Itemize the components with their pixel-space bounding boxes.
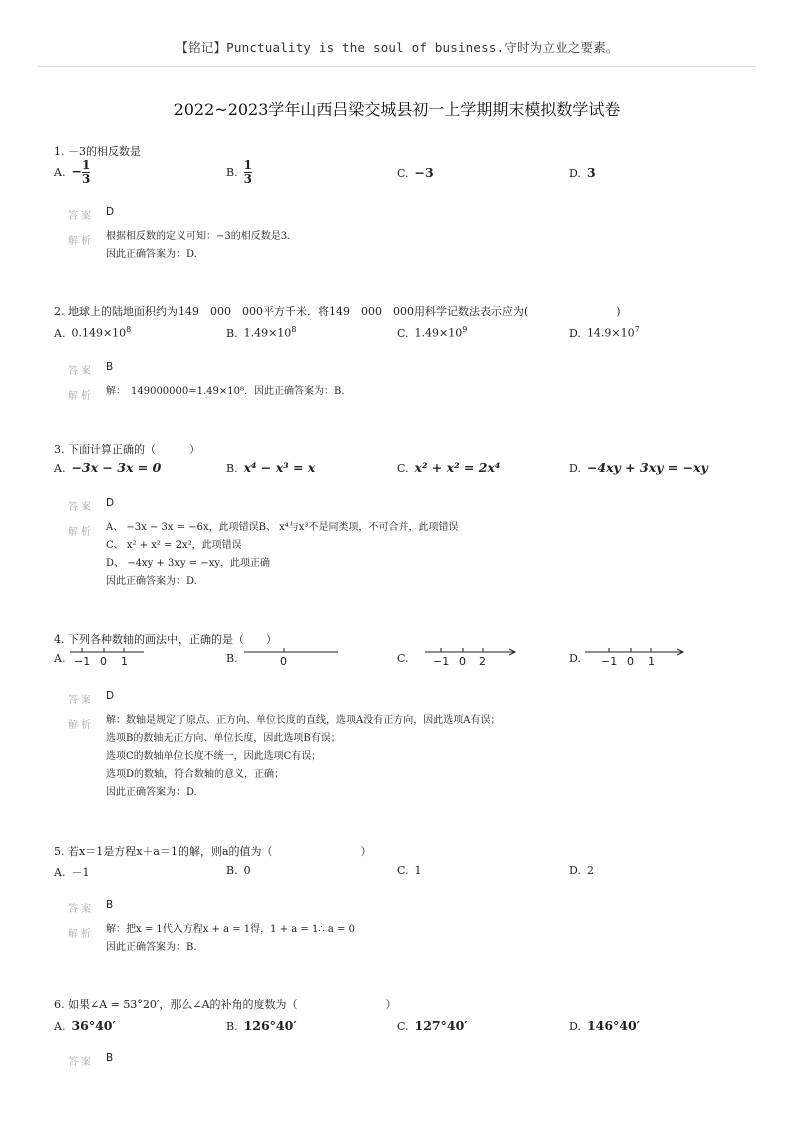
option-b[interactable]: B. $1.49\times 10^8$ — [226, 325, 297, 340]
options — [54, 1018, 754, 1052]
answer-tag: 答案 — [68, 695, 94, 706]
option-d[interactable]: D. 2 — [569, 864, 594, 877]
answer-tag: 答案 — [68, 1057, 94, 1068]
question-stem: 2. 地球上的陆地面积约为149 000 000平方千米．将149 000 000用科学记数法表示应为( ) — [54, 305, 621, 318]
explanation: 解：把x = 1代入方程x + a = 1得，1 + a = 1∴ a = 0 因此正确答案为：B. — [106, 924, 355, 953]
answer-value: D — [106, 497, 115, 509]
tick-label: 0 — [459, 655, 466, 668]
number-line — [242, 646, 342, 670]
tick-label: 0 — [100, 655, 107, 668]
option-d[interactable]: D. 3 — [569, 165, 596, 180]
option-a[interactable]: A. －1 — [54, 866, 90, 879]
tick-label: −1 — [601, 655, 618, 668]
number-line — [68, 646, 148, 670]
option-c[interactable]: C. −1 0 2 — [397, 652, 415, 665]
option-b[interactable]: B. 0 — [226, 652, 244, 665]
question-stem: 3. 下面计算正确的（ ） — [54, 443, 200, 456]
answer-tag: 答案 — [68, 366, 94, 377]
tick-label: 1 — [648, 655, 655, 668]
explanation: 解： 149000000=1.49×10⁸．因此正确答案为：B. — [106, 386, 345, 397]
option-a[interactable]: A. −3x − 3x = 0 — [54, 460, 162, 475]
option-b[interactable]: B. $\frac{1}{3}$ — [226, 158, 252, 186]
tick-label: 2 — [479, 655, 486, 668]
question-stem: 5. 若x＝1是方程x＋a＝1的解，则a的值为（ ） — [54, 845, 372, 858]
option-a[interactable]: A. $0.149\times 10^8$ — [54, 325, 132, 340]
option-a[interactable]: A. 36°40′ — [54, 1018, 116, 1033]
answer-tag: 答案 — [68, 502, 94, 513]
answer-value: B — [106, 361, 114, 373]
header-divider — [38, 66, 756, 67]
option-d[interactable]: D. −1 0 1 — [569, 652, 587, 665]
option-c[interactable]: C. $1.49\times 10^9$ — [397, 325, 468, 340]
number-line — [583, 646, 689, 670]
option-c[interactable]: C. 127°40′ — [397, 1018, 468, 1033]
answer-tag: 答案 — [68, 211, 94, 222]
options — [54, 864, 754, 898]
option-a[interactable]: A. − $\frac{1}{3}$ — [54, 158, 91, 186]
tick-label: −1 — [74, 655, 91, 668]
number-line — [411, 646, 521, 670]
analysis-tag: 解析 — [68, 391, 94, 402]
option-b[interactable]: B. 126°40′ — [226, 1018, 297, 1033]
tick-label: −1 — [433, 655, 450, 668]
explanation: A、 −3x − 3x = −6x，此项错误B、 x⁴与x³不是同类项，不可合并，此项错误 C、 x² + x² = 2x²，此项错误 D、 −4xy + 3xy = −xy，此项正确 因此正确答案为：D. — [106, 522, 459, 587]
page-title: 2022~2023学年山西吕梁交城县初一上学期期末模拟数学试卷 — [173, 100, 621, 119]
page-motto: 【铭记】Punctuality is the soul of business.守时为立业之要素。 — [175, 40, 619, 55]
options — [54, 460, 754, 494]
analysis-tag: 解析 — [68, 236, 94, 247]
tick-label: 0 — [280, 655, 287, 668]
analysis-tag: 解析 — [68, 720, 94, 731]
answer-value: B — [106, 1052, 114, 1064]
answer-value: B — [106, 899, 114, 911]
option-d[interactable]: D. $14.9\times 10^7$ — [569, 325, 640, 340]
option-d[interactable]: D. 146°40′ — [569, 1018, 640, 1033]
option-d[interactable]: D. −4xy + 3xy = −xy — [569, 460, 708, 475]
explanation: 根据相反数的定义可知：−3的相反数是3. 因此正确答案为：D. — [106, 231, 291, 260]
option-c[interactable]: C. x² + x² = 2x⁴ — [397, 460, 501, 475]
option-a[interactable]: A. −1 0 1 — [54, 652, 71, 665]
option-b[interactable]: B. 0 — [226, 864, 251, 877]
options — [54, 652, 754, 686]
option-c[interactable]: C. −3 — [397, 165, 434, 180]
question-stem: 6. 如果∠A = 53°20′，那么∠A的补角的度数为（ ） — [54, 998, 397, 1011]
answer-value: D — [106, 690, 115, 702]
question-stem: 4. 下列各种数轴的画法中，正确的是（ ） — [54, 633, 277, 646]
question-stem: 1. －3的相反数是 — [54, 145, 141, 158]
tick-label: 1 — [121, 655, 128, 668]
analysis-tag: 解析 — [68, 929, 94, 940]
answer-value: D — [106, 206, 115, 218]
analysis-tag: 解析 — [68, 527, 94, 538]
explanation: 解：数轴是规定了原点、正方向、单位长度的直线，选项A没有正方向，因此选项A有误； 选项B的数轴无正方向、单位长度，因此选项B有误； 选项C的数轴单位长度不统一，因此选项C有误； 选项D的数轴，符合数轴的意义，正确； 因此正确答案为：D. — [106, 715, 501, 798]
answer-tag: 答案 — [68, 904, 94, 915]
tick-label: 0 — [627, 655, 634, 668]
options — [54, 159, 754, 193]
option-b[interactable]: B. x⁴ − x³ = x — [226, 460, 316, 475]
option-c[interactable]: C. 1 — [397, 864, 422, 877]
options — [54, 325, 754, 359]
